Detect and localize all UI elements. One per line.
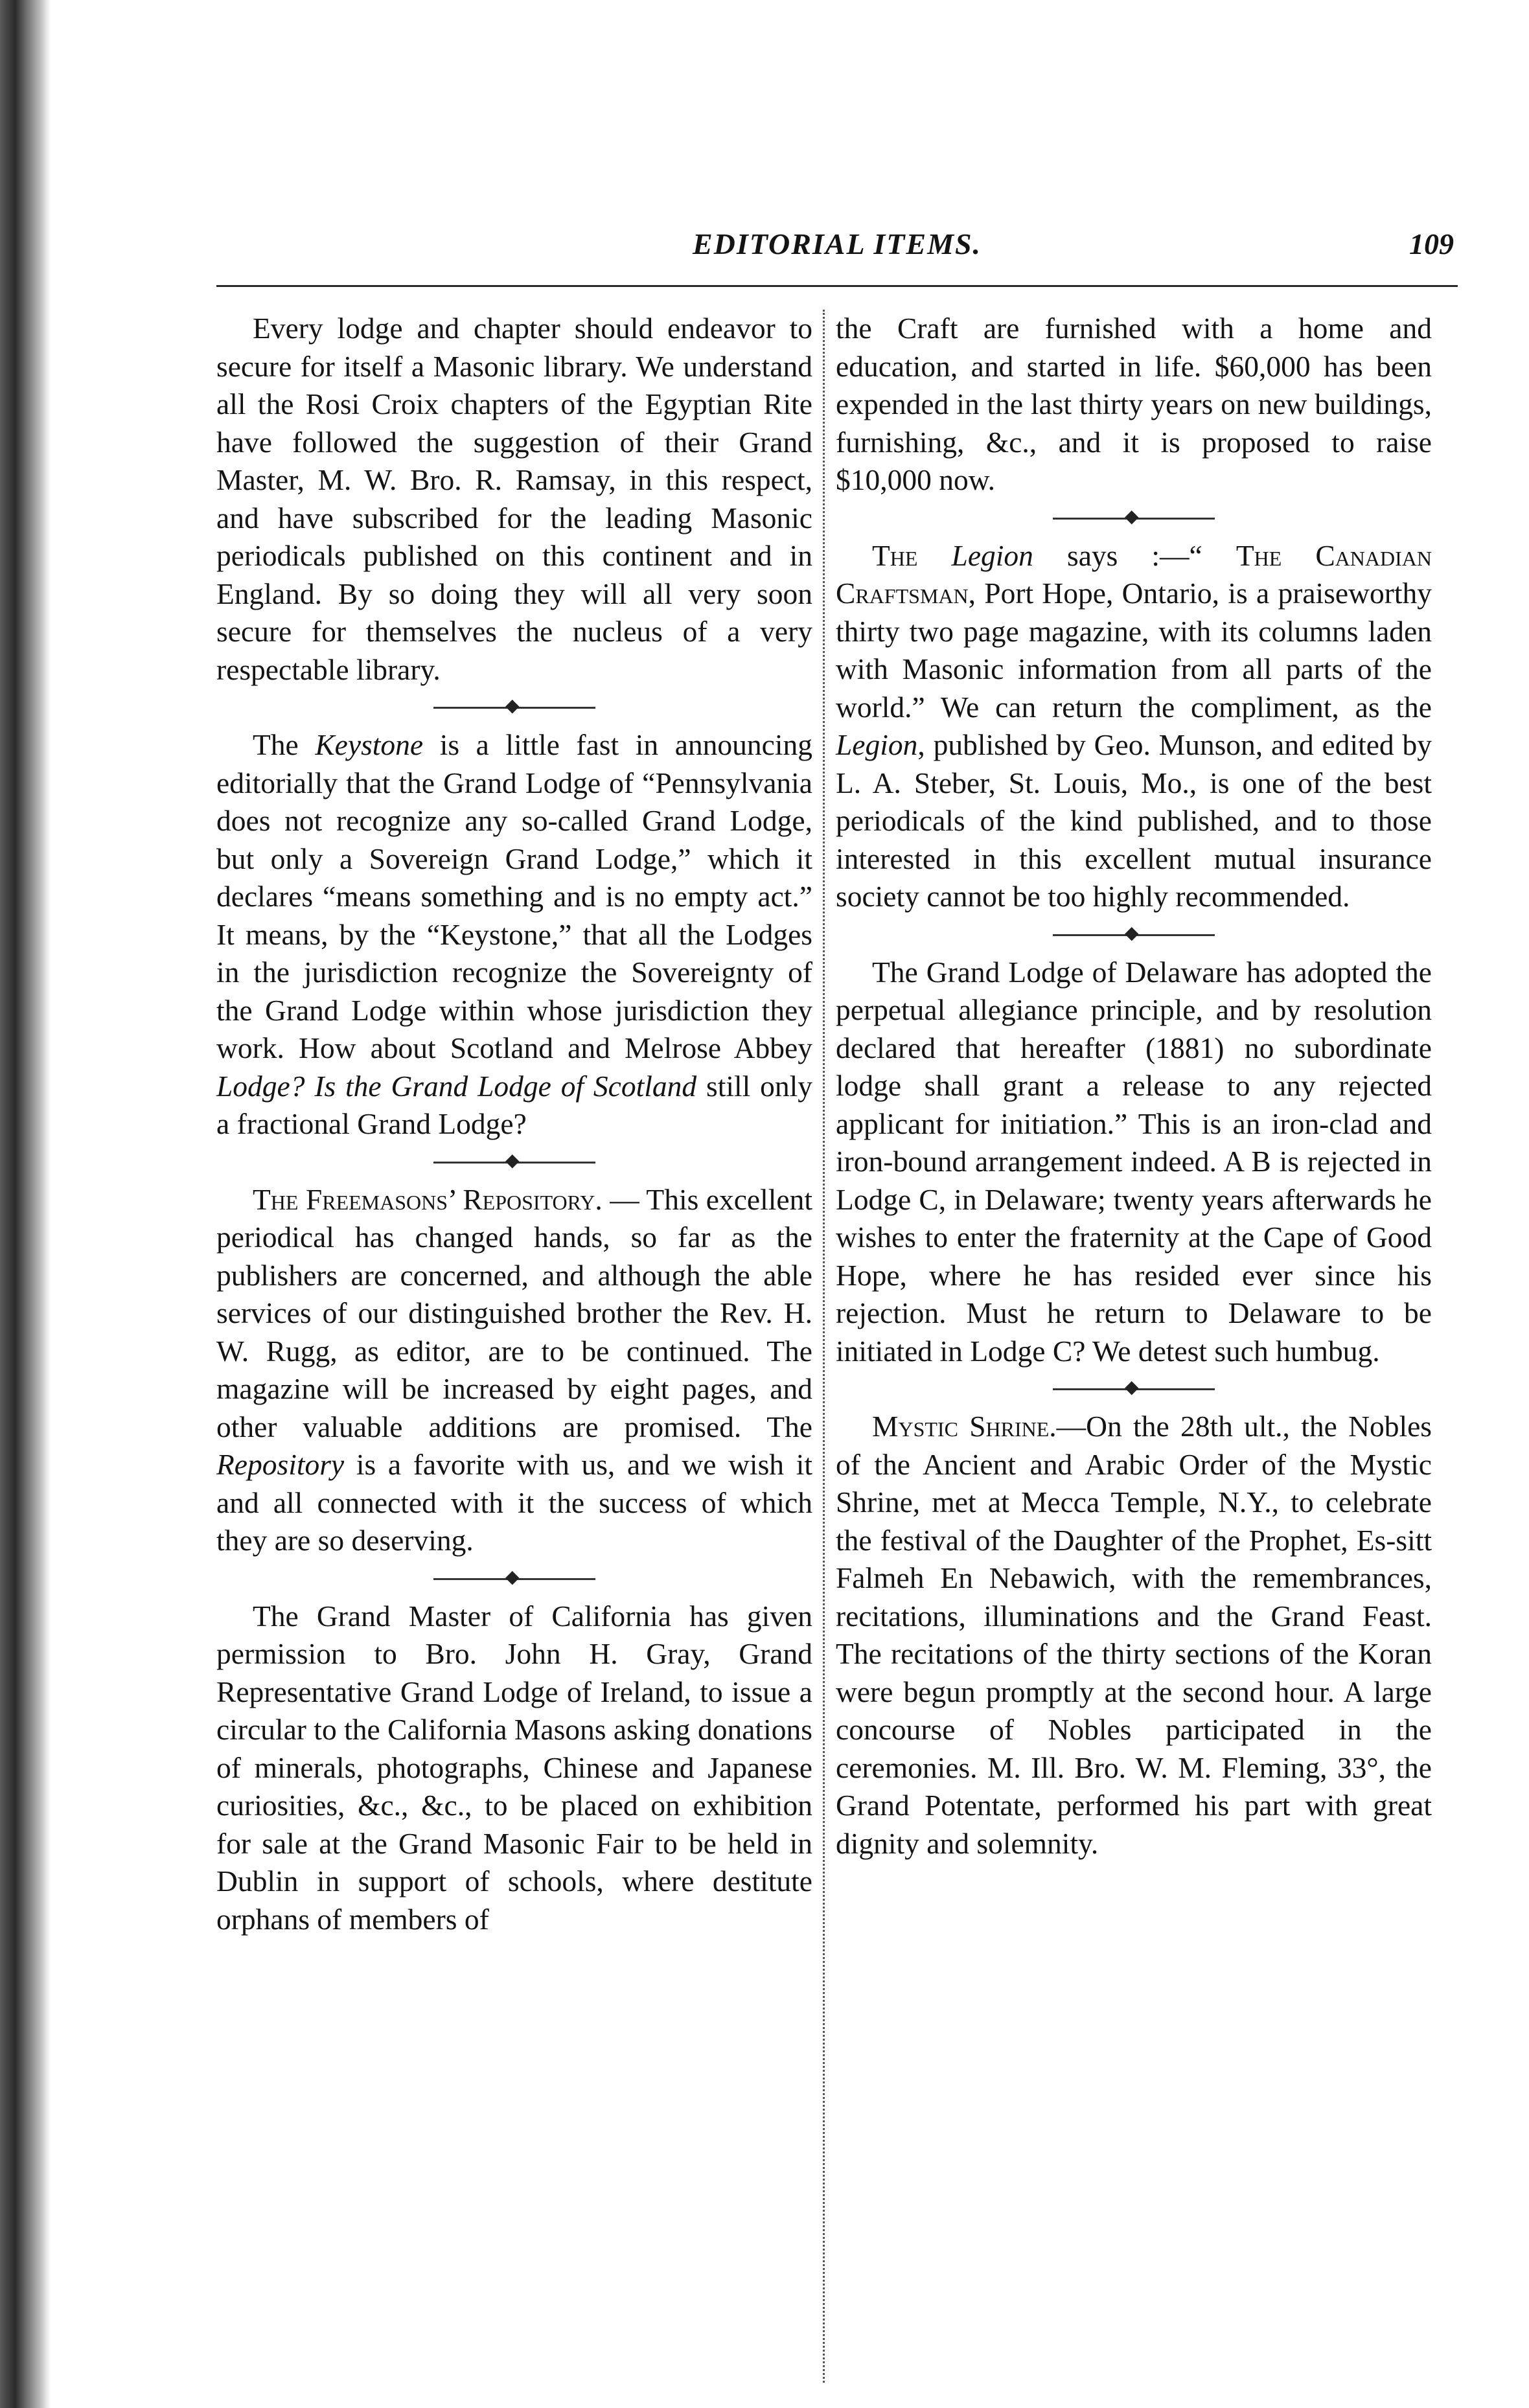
text: , published by Geo. Munson, and edited by L. A. Steber, St. Louis, Mo., is one of the best periodicals of the kind published, and to those interested in this excellent mutual insurance society cannot be too highly recommended. bbox=[836, 728, 1432, 913]
italic-text: Lodge? Is the Grand Lodge of Scotland bbox=[216, 1069, 697, 1103]
paragraph bbox=[836, 537, 1432, 916]
book-binding-edge bbox=[0, 0, 51, 2408]
text: says :—“ bbox=[1033, 538, 1236, 572]
text: —On the 28th ult., the Nobles of the Ancient and Arabic Order of the Mystic Shrine, met at Mecca Temple, N.Y., to celebrate the festival of the Daughter of the Prophet, Es-sitt Falmeh En Nebawich, with the remembrances, recitations, illuminations and the Grand Feast. The recitations of the thirty sections of the Koran were begun promptly at the second hour. A large concourse of Nobles participated in the ceremonies. M. Ill. Bro. W. M. Fleming, 33°, the Grand Potentate, performed his part with great dignity and solemnity. bbox=[836, 1410, 1432, 1860]
publication-title: Legion bbox=[951, 538, 1033, 572]
text: The bbox=[872, 538, 918, 572]
text: The bbox=[253, 728, 316, 761]
left-column bbox=[216, 310, 812, 1938]
item-masonic-library bbox=[216, 310, 812, 689]
paragraph: Every lodge and chapter should endeavor to secure for itself a Masonic library. We understand all the Rosi Croix chapters of the Egyptian Rite have followed the suggestion of their Grand Master, M. W. Bro. R. Ramsay, in this respect, and have subscribed for the leading Masonic periodicals published on this continent and in England. By so doing they will all very soon secure for themselves the nucleus of a very respectable library. bbox=[216, 312, 812, 686]
separator-ornament bbox=[216, 1143, 812, 1181]
paragraph bbox=[836, 1408, 1432, 1863]
paragraph: The Grand Master of California has given permission to Bro. John H. Gray, Grand Representative Grand Lodge of Ireland, to issue a circular to the California Masons asking donations of minerals, photographs, Chinese and Japanese curiosities, &c., &c., to be placed on exhibition for sale at the Grand Masonic Fair to be held in Dublin in support of schools, where destitute orphans of members of bbox=[216, 1599, 812, 1936]
item-freemasons-repository bbox=[216, 1181, 812, 1560]
publication-title: The Canadian Craftsman bbox=[836, 538, 1432, 610]
paragraph bbox=[216, 726, 812, 1143]
item-delaware bbox=[836, 954, 1432, 1371]
item-mystic-shrine bbox=[836, 1408, 1432, 1863]
right-column bbox=[836, 310, 1432, 1863]
page-number: 109 bbox=[1409, 227, 1454, 260]
paragraph: the Craft are furnished with a home and education, and started in life. $60,000 has been expended in the last thirty years on new buildings, furnishing, &c., and it is proposed to raise $10,000 now. bbox=[836, 312, 1432, 496]
separator-ornament bbox=[836, 499, 1432, 537]
separator-ornament bbox=[216, 1560, 812, 1598]
running-title: EDITORIAL ITEMS. bbox=[692, 227, 982, 260]
text: still only a fractional Grand Lodge? bbox=[216, 1069, 812, 1140]
publication-title: Keystone bbox=[315, 728, 424, 761]
text: is a little fast in announcing editorially that the Grand Lodge of “Pennsylvania does not recognize any so-called Grand Lodge, but only a Sovereign Grand Lodge,” which it declares “means something and is no empty act.” It means, by the “Keystone,” that all the Lodges in the jurisdiction recognize the Sovereignty of the Grand Lodge within whose jurisdiction they work. How about Scotland and Melrose Abbey bbox=[216, 728, 812, 1064]
item-heading: Mystic Shrine. bbox=[872, 1410, 1057, 1443]
column-divider bbox=[823, 310, 825, 2383]
separator-ornament bbox=[836, 916, 1432, 954]
text: — This excellent periodical has changed hands, so far as the publishers are concerned, and although the able services of our distinguished brother the Rev. H. W. Rugg, as editor, are to be continued. The magazine will be increased by eight pages, and other valuable additions are promised. The bbox=[216, 1182, 812, 1443]
header-rule bbox=[216, 285, 1458, 287]
separator-ornament bbox=[216, 689, 812, 726]
page-header bbox=[216, 214, 1458, 272]
paragraph bbox=[216, 1181, 812, 1560]
item-keystone bbox=[216, 726, 812, 1143]
separator-ornament bbox=[836, 1370, 1432, 1408]
text: , Port Hope, Ontario, is a praiseworthy thirty two page magazine, with its columns laden with Masonic information from all parts of the world.” We can return the compliment, as the bbox=[836, 577, 1432, 724]
publication-title: Repository bbox=[216, 1448, 345, 1481]
item-legion bbox=[836, 537, 1432, 916]
publication-title: Legion bbox=[836, 728, 918, 761]
item-california-grand-master bbox=[216, 1598, 812, 1939]
paragraph: The Grand Lodge of Delaware has adopted the perpetual allegiance principle, and by resolution declared that hereafter (1881) no subordinate lodge shall grant a release to any rejected applicant for initiation.” This is an iron-clad and iron-bound arrangement indeed. A B is rejected in Lodge C, in Delaware; twenty years afterwards he wishes to enter the fraternity at the Cape of Good Hope, where he has resided ever since his rejection. Must he return to Delaware to be initiated in Lodge C? We detest such humbug. bbox=[836, 955, 1432, 1368]
item-california-continued bbox=[836, 310, 1432, 499]
item-heading: The Freemasons’ Repository. bbox=[253, 1182, 603, 1216]
text: is a favorite with us, and we wish it and all connected with it the success of which they are so deserving. bbox=[216, 1448, 812, 1557]
